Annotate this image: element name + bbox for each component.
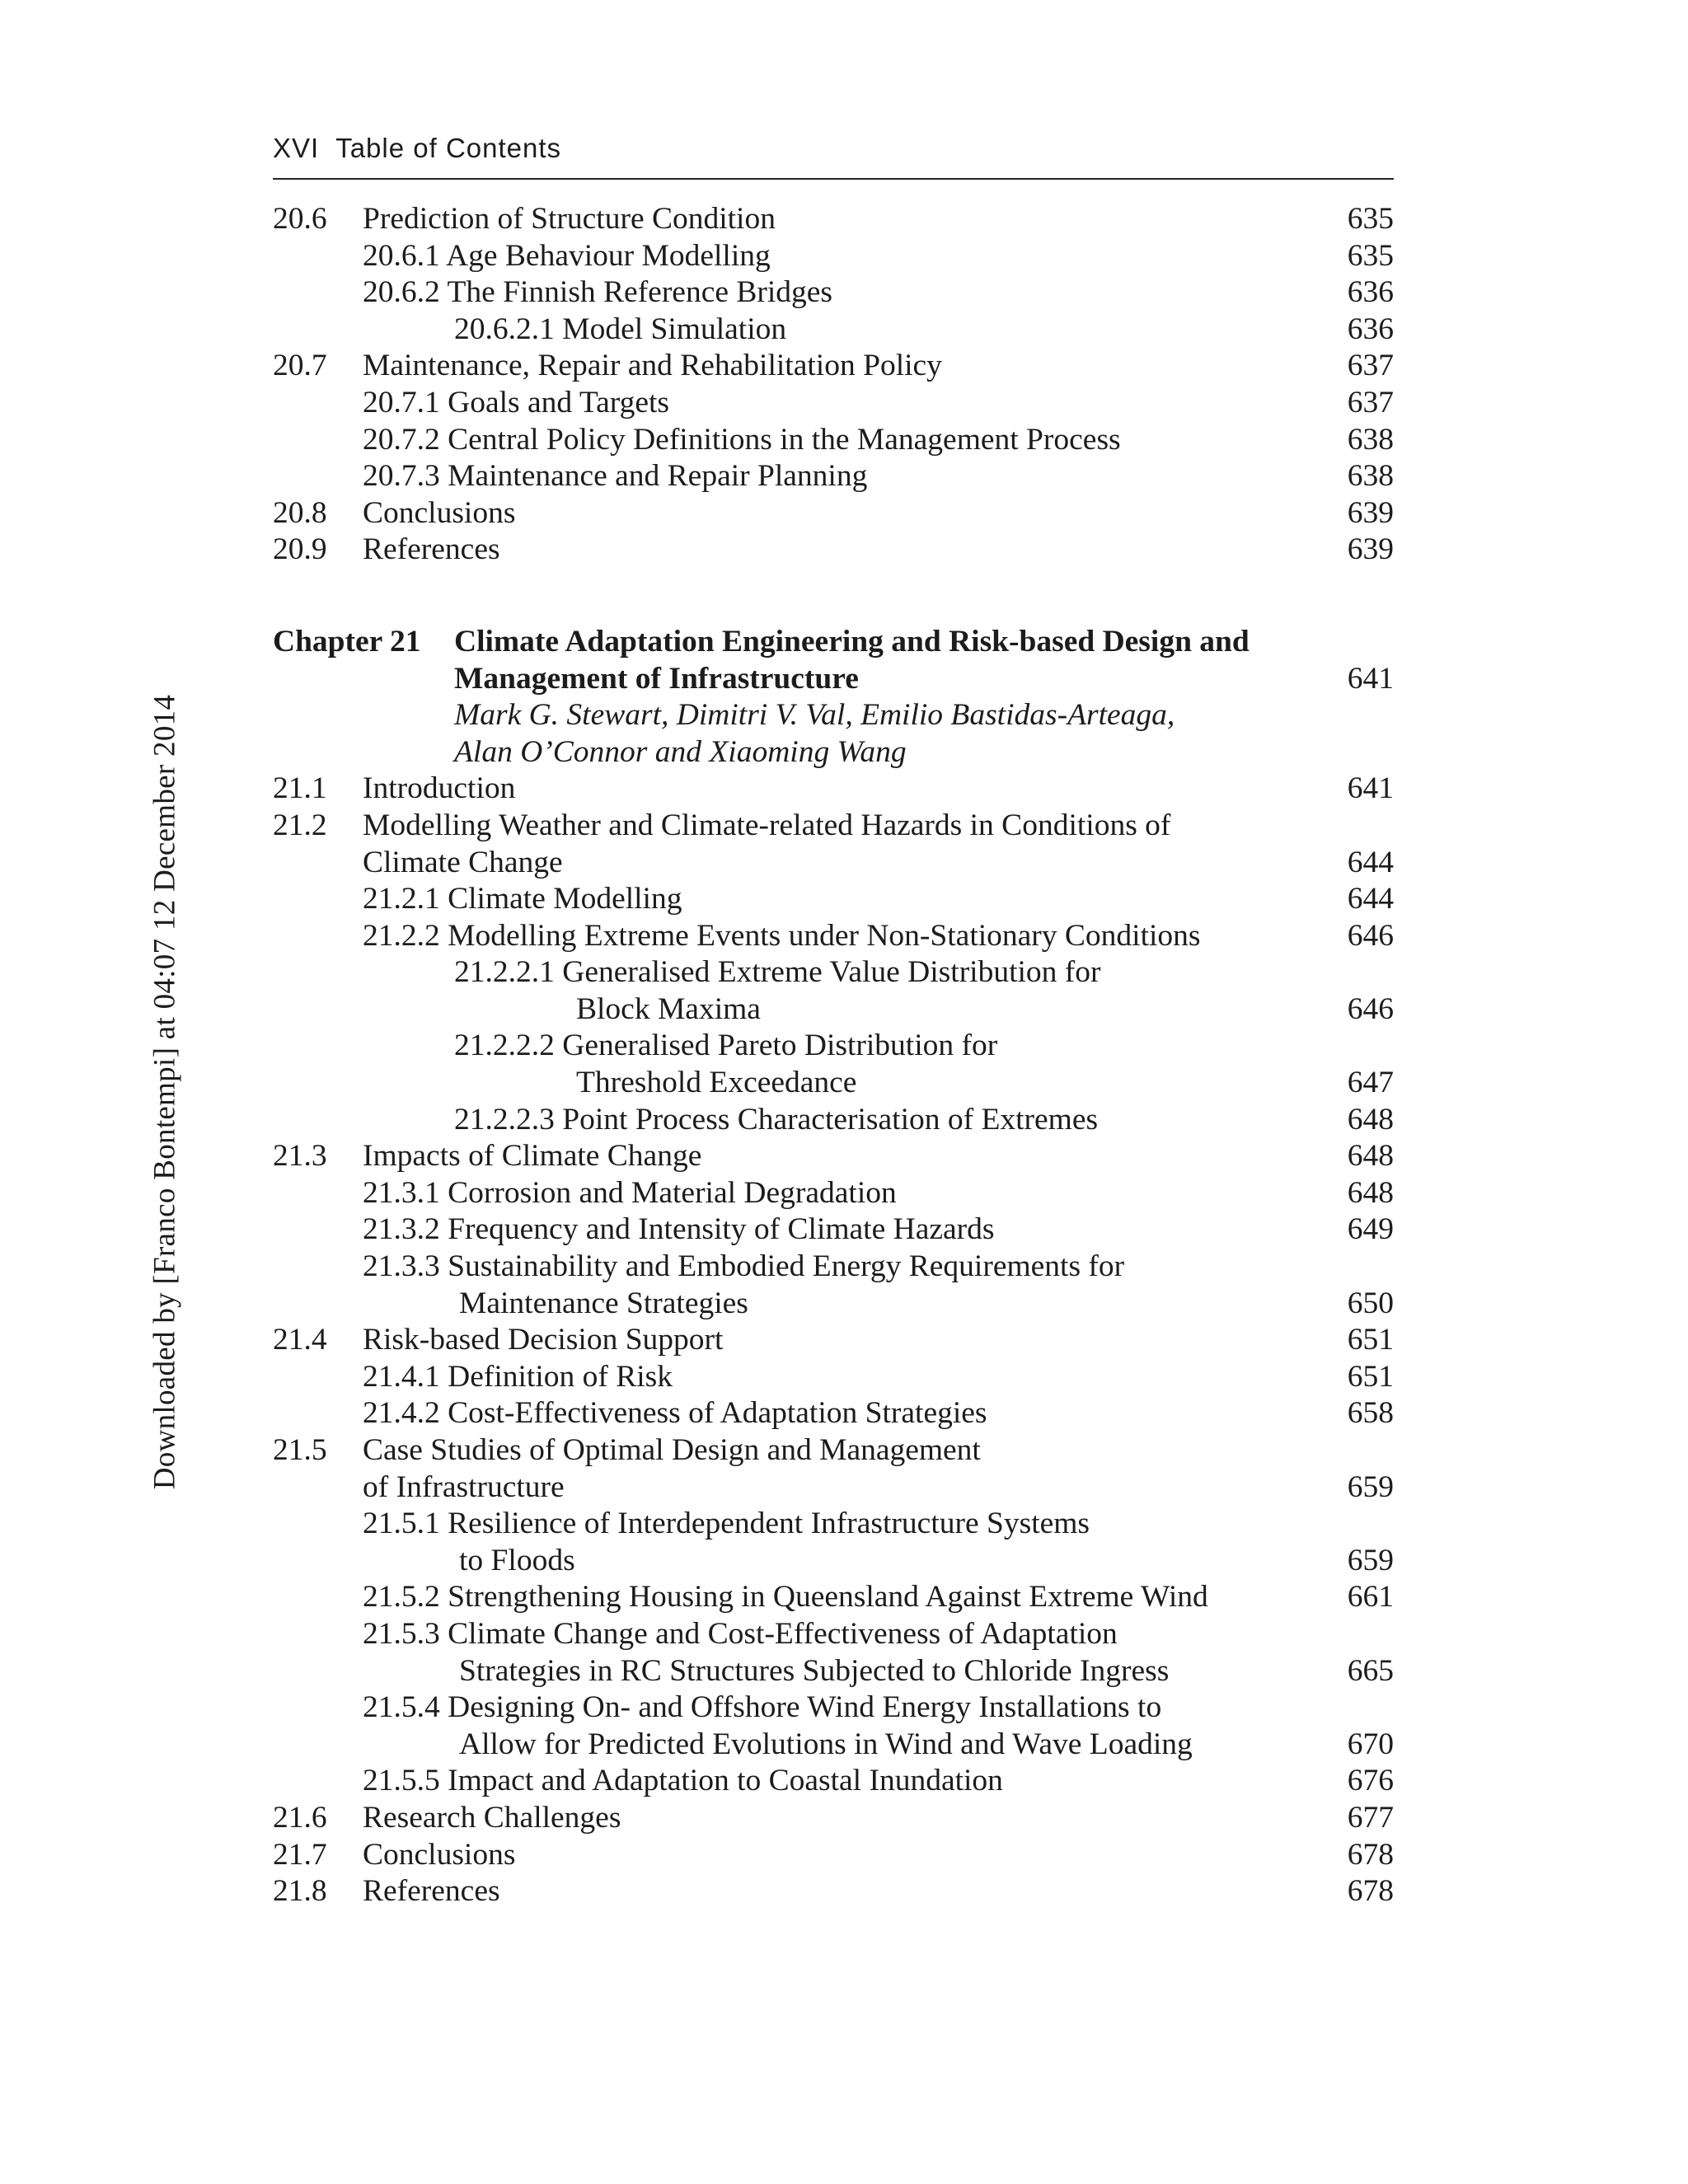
toc-entry[interactable] — [273, 385, 1394, 422]
entry-title: 21.3.3 Sustainability and Embodied Energy Requirements for — [363, 1249, 1125, 1284]
toc-entry[interactable] — [273, 1837, 1394, 1874]
toc-entry[interactable] — [273, 1175, 1394, 1212]
toc-entry[interactable] — [273, 1690, 1394, 1727]
page-ref: 650 — [1347, 1286, 1394, 1320]
entry-title: 21.4.2 Cost-Effectiveness of Adaptation Strategies — [363, 1396, 987, 1431]
page-ref: 665 — [1347, 1653, 1394, 1688]
page-ref: 636 — [1347, 312, 1394, 346]
entry-title: 21.5.2 Strengthening Housing in Queensland Against Extreme Wind — [363, 1580, 1208, 1615]
entry-title: 20.7.2 Central Policy Definitions in the Management Process — [363, 422, 1121, 457]
entry-title: Conclusions — [363, 1837, 516, 1872]
entry-title: 20.6.2.1 Model Simulation — [454, 312, 787, 346]
toc-entry[interactable] — [273, 1579, 1394, 1616]
entry-title: Maintenance Strategies — [459, 1286, 748, 1320]
page-ref: 637 — [1347, 349, 1394, 383]
section-number: 21.8 — [273, 1874, 327, 1909]
toc-entry[interactable] — [273, 1506, 1394, 1543]
toc-entry-continuation[interactable] — [273, 845, 1394, 882]
section-number: 21.3 — [273, 1139, 327, 1174]
entry-title: References — [363, 532, 500, 567]
page-ref: 659 — [1347, 1469, 1394, 1504]
page-ref: 661 — [1347, 1580, 1394, 1615]
chapter-title-line — [273, 661, 1394, 698]
page-ref: 635 — [1347, 202, 1394, 236]
running-title: Table of Contents — [335, 133, 562, 163]
entry-title: References — [363, 1874, 500, 1909]
entry-title: Risk-based Decision Support — [363, 1323, 724, 1357]
toc-entry[interactable] — [273, 881, 1394, 918]
section-number: 21.4 — [273, 1323, 327, 1357]
download-watermark: Downloaded by [Franco Bontempi] at 04:07 12 December 2014 — [148, 694, 182, 1490]
page-ref: 648 — [1347, 1175, 1394, 1210]
chapter-20-section — [273, 201, 1394, 569]
page-ref: 670 — [1347, 1727, 1394, 1761]
page-number: XVI — [273, 133, 320, 163]
section-number: 20.6 — [273, 202, 327, 236]
chapter-21-section — [273, 771, 1394, 1910]
page-ref: 635 — [1347, 238, 1394, 273]
entry-title: 21.2.2.2 Generalised Pareto Distribution for — [454, 1029, 998, 1063]
entry-title: Research Challenges — [363, 1800, 621, 1835]
page-ref: 639 — [1347, 495, 1394, 530]
toc-entry[interactable] — [273, 201, 1394, 238]
entry-title: 21.3.1 Corrosion and Material Degradation — [363, 1175, 897, 1210]
table-of-contents — [273, 201, 1394, 1910]
page-ref: 647 — [1347, 1066, 1394, 1100]
toc-entry[interactable] — [273, 1138, 1394, 1175]
entry-title: Strategies in RC Structures Subjected to Chloride Ingress — [459, 1653, 1170, 1688]
page-ref: 637 — [1347, 385, 1394, 419]
chapter-authors: Alan O’Connor and Xiaoming Wang — [454, 734, 907, 769]
entry-title: 21.5.1 Resilience of Interdependent Infrastructure Systems — [363, 1507, 1090, 1541]
entry-title: Threshold Exceedance — [576, 1066, 857, 1100]
page-ref: 676 — [1347, 1764, 1394, 1798]
entry-title: 20.6.1 Age Behaviour Modelling — [363, 238, 771, 273]
toc-entry[interactable] — [273, 495, 1394, 532]
section-number: 20.7 — [273, 349, 327, 383]
entry-title: Allow for Predicted Evolutions in Wind and Wave Loading — [459, 1727, 1193, 1761]
page-ref: 658 — [1347, 1396, 1394, 1431]
toc-entry-continuation[interactable] — [273, 1543, 1394, 1580]
page-ref: 651 — [1347, 1323, 1394, 1357]
entry-title: of Infrastructure — [363, 1469, 565, 1504]
chapter-title: Climate Adaptation Engineering and Risk-based Design and — [454, 624, 1250, 658]
toc-entry[interactable] — [273, 1616, 1394, 1653]
entry-title: 21.2.1 Climate Modelling — [363, 882, 682, 916]
page-ref: 638 — [1347, 422, 1394, 457]
entry-title: Impacts of Climate Change — [363, 1139, 702, 1174]
entry-title: Modelling Weather and Climate-related Hazards in Conditions of — [363, 808, 1171, 842]
toc-entry[interactable] — [273, 1212, 1394, 1249]
toc-entry[interactable] — [273, 238, 1394, 275]
page-ref: 636 — [1347, 275, 1394, 310]
toc-entry[interactable] — [273, 422, 1394, 459]
toc-entry[interactable] — [273, 1432, 1394, 1469]
chapter-21-heading[interactable] — [273, 624, 1394, 771]
entry-title: 21.3.2 Frequency and Intensity of Climate Hazards — [363, 1212, 995, 1247]
entry-title: to Floods — [459, 1543, 575, 1577]
toc-entry-continuation[interactable] — [273, 1065, 1394, 1102]
page-ref: 648 — [1347, 1139, 1394, 1174]
toc-entry[interactable] — [273, 312, 1394, 349]
toc-entry-continuation[interactable] — [273, 1286, 1394, 1323]
toc-entry-continuation[interactable] — [273, 1727, 1394, 1764]
toc-entry[interactable] — [273, 532, 1394, 569]
page-ref: 678 — [1347, 1837, 1394, 1872]
toc-entry-continuation[interactable] — [273, 1653, 1394, 1690]
section-number: 21.5 — [273, 1433, 327, 1467]
entry-title: 21.2.2.1 Generalised Extreme Value Distribution for — [454, 955, 1101, 990]
chapter-label: Chapter 21 — [273, 624, 421, 658]
page-ref: 641 — [1347, 771, 1394, 806]
page-ref: 659 — [1347, 1543, 1394, 1577]
toc-entry[interactable] — [273, 1763, 1394, 1800]
page-ref: 677 — [1347, 1800, 1394, 1835]
entry-title: 20.7.1 Goals and Targets — [363, 385, 669, 419]
toc-entry[interactable] — [273, 1359, 1394, 1396]
entry-title: 21.4.1 Definition of Risk — [363, 1359, 673, 1394]
page-ref: 639 — [1347, 532, 1394, 567]
entry-title: 21.5.4 Designing On- and Offshore Wind Energy Installations to — [363, 1690, 1162, 1725]
page-ref: 646 — [1347, 991, 1394, 1026]
entry-title: 21.5.3 Climate Change and Cost-Effectiveness of Adaptation — [363, 1616, 1118, 1651]
entry-title: 20.7.3 Maintenance and Repair Planning — [363, 459, 868, 494]
chapter-authors: Mark G. Stewart, Dimitri V. Val, Emilio Bastidas-Arteaga, — [454, 698, 1175, 733]
toc-entry[interactable] — [273, 1102, 1394, 1139]
page-ref: 641 — [1347, 661, 1394, 696]
entry-title: Climate Change — [363, 845, 563, 879]
toc-entry[interactable] — [273, 1028, 1394, 1065]
section-number: 21.7 — [273, 1837, 327, 1872]
toc-entry[interactable] — [273, 771, 1394, 808]
entry-title: 21.5.5 Impact and Adaptation to Coastal Inundation — [363, 1764, 1003, 1798]
entry-title: Case Studies of Optimal Design and Management — [363, 1433, 981, 1467]
toc-entry[interactable] — [273, 1249, 1394, 1286]
page-ref: 651 — [1347, 1359, 1394, 1394]
page-ref: 638 — [1347, 459, 1394, 494]
entry-title: Prediction of Structure Condition — [363, 202, 776, 236]
page-ref: 678 — [1347, 1874, 1394, 1909]
entry-title: Maintenance, Repair and Rehabilitation Policy — [363, 349, 942, 383]
toc-entry[interactable] — [273, 918, 1394, 955]
chapter-authors-line — [273, 734, 1394, 771]
entry-title: Introduction — [363, 771, 516, 806]
toc-entry[interactable] — [273, 274, 1394, 312]
chapter-title: Management of Infrastructure — [454, 661, 859, 696]
running-header — [273, 132, 1394, 180]
page-ref: 646 — [1347, 918, 1394, 953]
entry-title: Block Maxima — [576, 991, 761, 1026]
toc-entry[interactable] — [273, 1873, 1394, 1910]
chapter-title-line — [273, 624, 1394, 661]
section-number: 20.8 — [273, 495, 327, 530]
toc-entry[interactable] — [273, 348, 1394, 385]
toc-entry-continuation[interactable] — [273, 1469, 1394, 1507]
page-ref: 644 — [1347, 845, 1394, 879]
toc-entry[interactable] — [273, 1800, 1394, 1837]
section-number: 21.6 — [273, 1800, 327, 1835]
page-ref: 649 — [1347, 1212, 1394, 1247]
toc-entry[interactable] — [273, 458, 1394, 495]
toc-entry[interactable] — [273, 1395, 1394, 1432]
entry-title: Conclusions — [363, 495, 516, 530]
chapter-authors-line — [273, 697, 1394, 734]
section-number: 21.2 — [273, 808, 327, 842]
section-number: 20.9 — [273, 532, 327, 567]
toc-entry[interactable] — [273, 808, 1394, 845]
entry-title: 20.6.2 The Finnish Reference Bridges — [363, 275, 833, 310]
page-ref: 648 — [1347, 1102, 1394, 1137]
section-number: 21.1 — [273, 771, 327, 806]
toc-entry[interactable] — [273, 1322, 1394, 1359]
entry-title: 21.2.2 Modelling Extreme Events under Non-Stationary Conditions — [363, 918, 1201, 953]
toc-entry-continuation[interactable] — [273, 991, 1394, 1029]
toc-entry[interactable] — [273, 954, 1394, 991]
page-ref: 644 — [1347, 882, 1394, 916]
entry-title: 21.2.2.3 Point Process Characterisation of Extremes — [454, 1102, 1099, 1137]
